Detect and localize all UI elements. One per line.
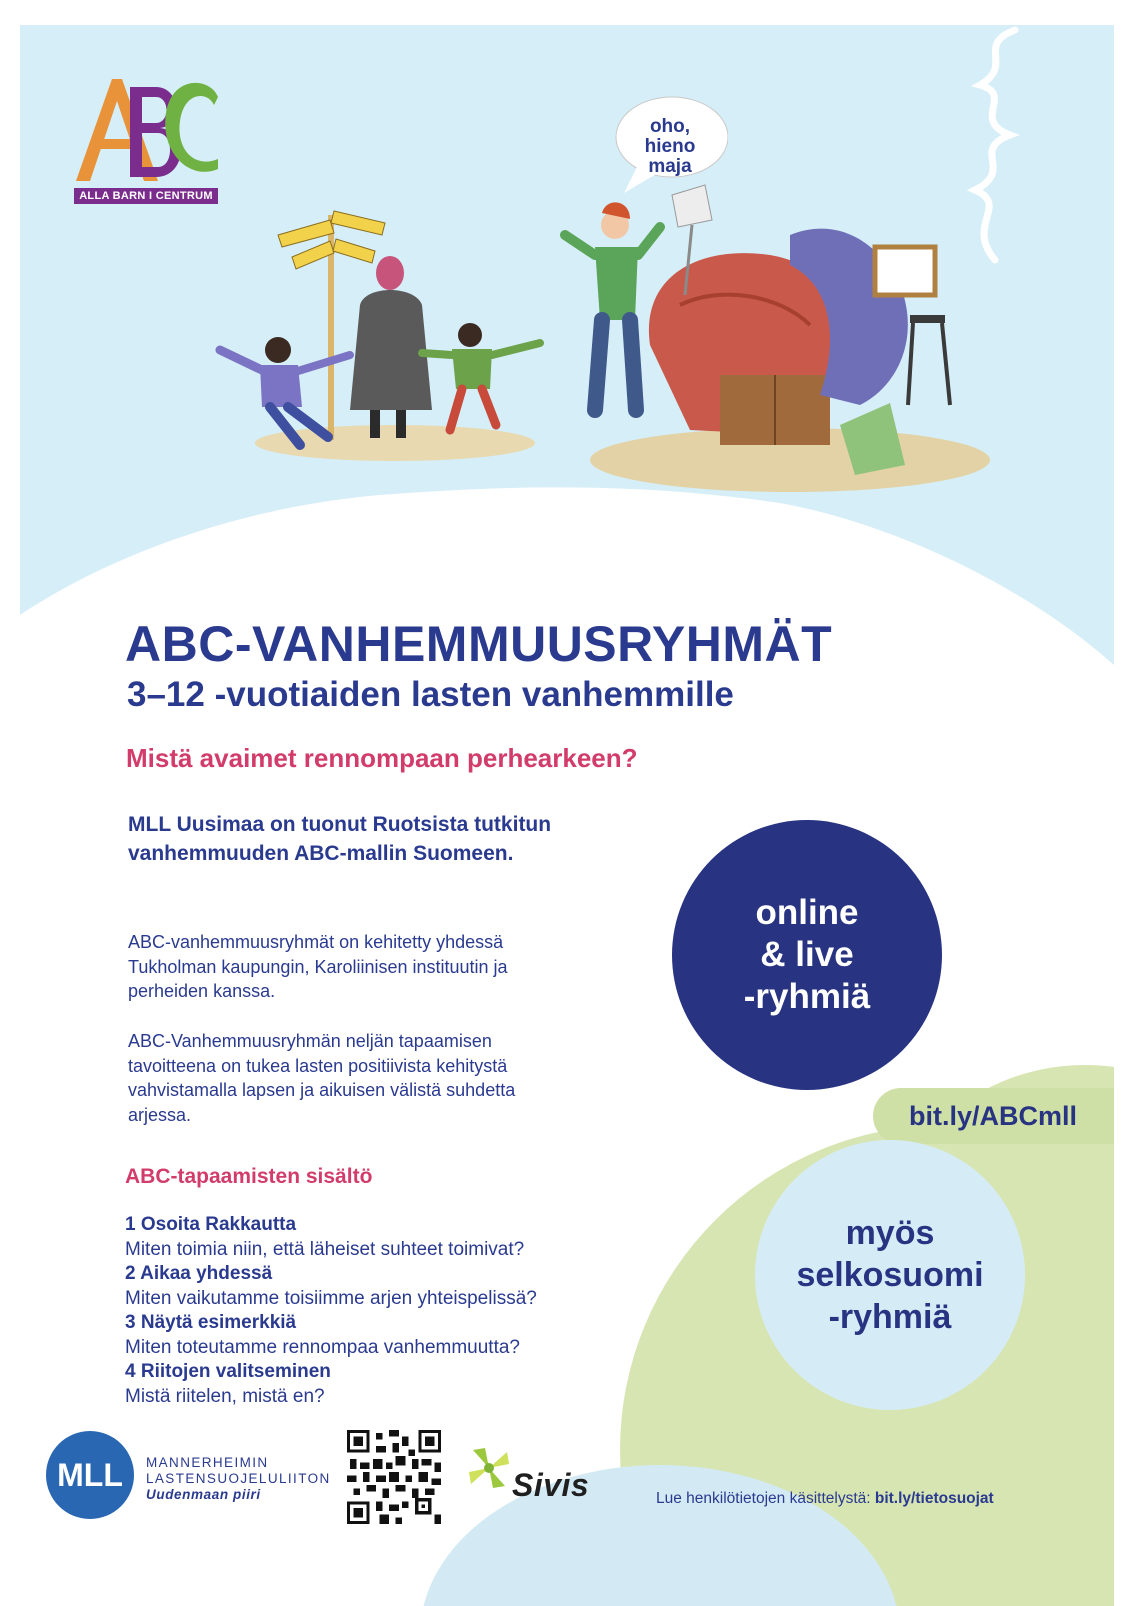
badge-line: myös: [845, 1214, 935, 1252]
abc-logo-icon: [72, 73, 220, 183]
speech-bubble-text: [625, 117, 715, 177]
mll-region: Uudenmaan piiri: [146, 1487, 261, 1502]
abc-logo-strip: ALLA BARN I CENTRUM: [74, 188, 218, 204]
privacy-notice: [656, 1490, 994, 1508]
badge-line: online: [755, 893, 859, 932]
badge-line: & live: [760, 935, 854, 974]
intro-paragraph-2: ABC-Vanhemmuusryhmän neljän tapaamisen tavoitteena on tukea lasten positiivista kehitystä vahvistamalla lapsen ja aikuisen välistä suhdetta arjessa.: [128, 1031, 516, 1125]
bubble-line: maja: [648, 156, 692, 177]
topic-description: Mistä riitelen, mistä en?: [125, 1386, 325, 1407]
mll-name: [146, 1455, 331, 1503]
page-subtitle: 3–12 -vuotiaiden lasten vanhemmille: [127, 675, 734, 714]
intro-paragraph-1: ABC-vanhemmuusryhmät on kehitetty yhdessä Tukholman kaupungin, Karoliinisen instituutin ja perheiden kanssa.: [128, 932, 508, 1001]
privacy-link[interactable]: bit.ly/tietosuojat: [874, 1490, 994, 1507]
mll-logo-text: MLL: [57, 1457, 123, 1493]
selkosuomi-badge: [755, 1140, 1025, 1410]
poster: [20, 25, 1114, 1606]
topic-title: 1 Osoita Rakkautta: [125, 1214, 297, 1235]
topic-title: 4 Riitojen valitseminen: [125, 1361, 331, 1382]
topic-title: 3 Näytä esimerkkiä: [125, 1312, 297, 1333]
intro-lead: MLL Uusimaa on tuonut Ruotsista tutkitun vanhemmuuden ABC-mallin Suomeen.: [128, 813, 552, 865]
mll-logo-icon: [45, 1430, 135, 1520]
online-live-badge: [672, 820, 942, 1090]
furniture-fort-illustration: [540, 175, 1000, 505]
decorative-scribble: [955, 25, 1025, 285]
topic-description: Miten vaikutamme toisiimme arjen yhteispelissä?: [125, 1288, 537, 1309]
family-signpost-illustration: [200, 175, 560, 485]
mll-name-line: LASTENSUOJELULIITON: [146, 1471, 331, 1486]
privacy-label: Lue henkilötietojen käsittelystä:: [656, 1490, 871, 1507]
content-heading: ABC-tapaamisten sisältö: [125, 1165, 373, 1188]
registration-link[interactable]: bit.ly/ABCmll: [873, 1088, 1114, 1144]
topic-description: Miten toteutamme rennompaa vanhemmuutta?: [125, 1337, 520, 1358]
badge-line: selkosuomi: [796, 1256, 984, 1294]
topic-description: Miten toimia niin, että läheiset suhteet toimivat?: [125, 1239, 525, 1260]
sivis-logo-text: Sivis: [512, 1467, 590, 1503]
mll-name-line: MANNERHEIMIN: [146, 1455, 269, 1470]
qr-code-icon[interactable]: [347, 1430, 441, 1524]
topic-list: [125, 1213, 645, 1409]
lead-question: Mistä avaimet rennompaan perhearkeen?: [126, 743, 638, 773]
badge-line: -ryhmiä: [743, 977, 871, 1016]
page-title: ABC-VANHEMMUUSRYHMÄT: [125, 616, 833, 672]
abc-logo: [72, 73, 220, 205]
badge-line: -ryhmiä: [828, 1298, 952, 1336]
bubble-line: oho,: [649, 116, 691, 137]
topic-title: 2 Aikaa yhdessä: [125, 1263, 273, 1284]
bubble-line: hieno: [644, 136, 696, 157]
